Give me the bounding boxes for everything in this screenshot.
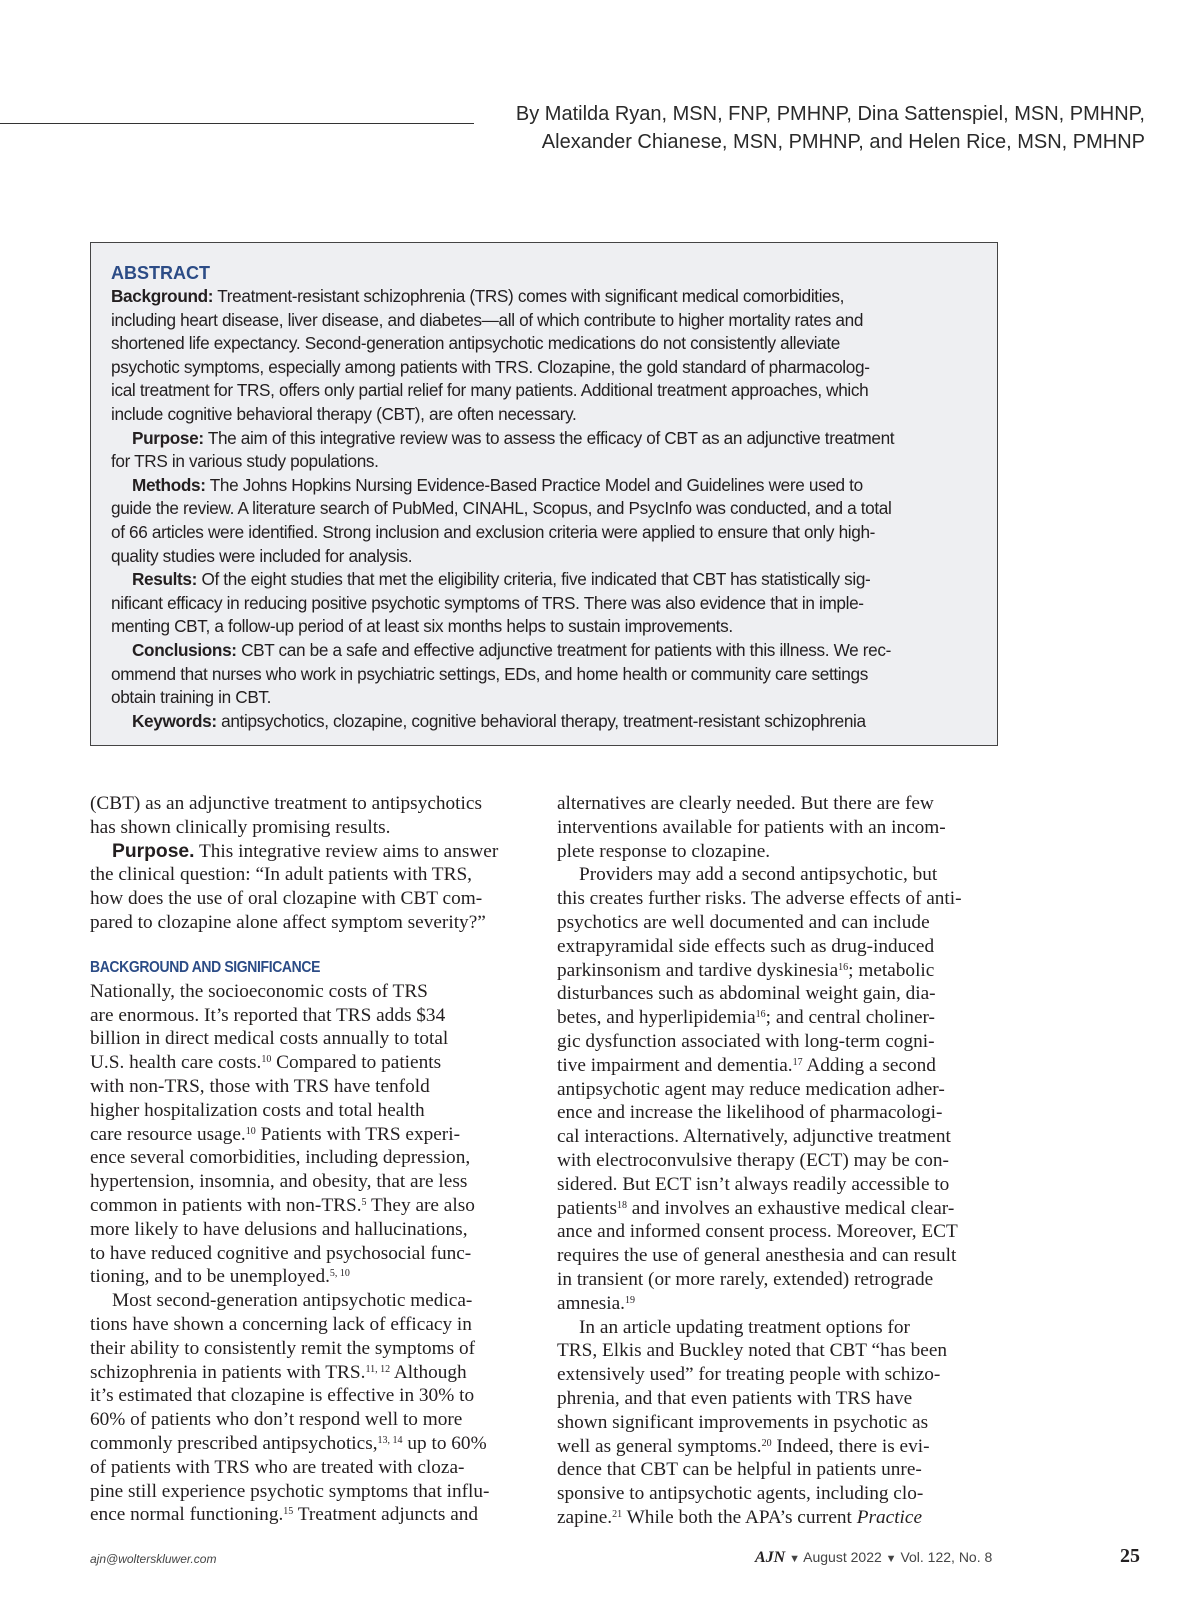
text-run: interventions available for patients with an incom- xyxy=(557,816,946,838)
text-line xyxy=(557,1363,1002,1387)
text-run: pine still experience psychotic symptoms that influ- xyxy=(90,1480,490,1502)
abstract-background-line xyxy=(111,356,975,380)
text-run: ence several comorbidities, including depression, xyxy=(90,1147,471,1169)
text-run: ence and increase the likelihood of pharmacologi- xyxy=(557,1102,943,1124)
text-line xyxy=(90,1242,535,1266)
text-line xyxy=(90,911,535,935)
text-run: patients xyxy=(557,1197,617,1219)
abstract-methods-line xyxy=(111,497,975,521)
text-line xyxy=(90,816,535,840)
citation-ref: 19 xyxy=(625,1294,635,1306)
text-run: 60% of patients who don’t respond well to more xyxy=(90,1409,463,1431)
text-run: (CBT) as an adjunctive treatment to antipsychotics xyxy=(90,793,482,814)
abstract-purpose-label: Purpose: xyxy=(132,427,204,448)
text-run: common in patients with non-TRS. xyxy=(90,1194,362,1216)
text-line xyxy=(90,1075,535,1099)
text-run: amnesia. xyxy=(557,1292,625,1314)
abstract-title: ABSTRACT xyxy=(111,263,210,283)
citation-ref: 5, 10 xyxy=(329,1268,350,1280)
text-line xyxy=(557,816,1002,840)
text-run: Patients with TRS experi- xyxy=(255,1123,460,1145)
text-run: their ability to consistently remit the symptoms of xyxy=(90,1337,476,1359)
text-run: are enormous. It’s reported that TRS adds $34 xyxy=(90,1004,446,1026)
citation-ref: 20 xyxy=(761,1437,772,1449)
abstract-background-line xyxy=(111,309,975,333)
byline-line-2: Alexander Chianese, MSN, PMHNP, and Helen Rice, MSN, PMHNP xyxy=(541,131,1145,153)
footer-email: ajn@wolterskluwer.com xyxy=(90,1552,217,1566)
text-run: sponsive to antipsychotic agents, including clo- xyxy=(557,1483,924,1505)
text-run: gic dysfunction associated with long-term cogni- xyxy=(557,1030,935,1052)
text-run: zapine. xyxy=(557,1506,613,1528)
text-line xyxy=(90,1408,535,1432)
text-line xyxy=(90,980,535,1004)
text-run: betes, and hyperlipidemia xyxy=(557,1007,756,1029)
text-run: in transient (or more rarely, extended) retrograde xyxy=(557,1268,934,1290)
text-run: ; metabolic xyxy=(848,959,935,981)
abstract-background-line xyxy=(111,379,975,403)
text-run: This integrative review aims to answer xyxy=(194,840,499,862)
page-number: 25 xyxy=(1120,1545,1140,1567)
text-line xyxy=(90,1384,535,1408)
abstract-purpose-line xyxy=(111,450,975,474)
text-run: schizophrenia in patients with TRS. xyxy=(90,1361,366,1383)
abstract-text: Of the eight studies that met the eligibility criteria, five indicated that CBT has statistically sig- xyxy=(197,569,871,590)
text-run: Nationally, the socioeconomic costs of TRS xyxy=(90,980,428,1002)
text-run: Treatment adjuncts and xyxy=(293,1504,479,1526)
text-run: ence normal functioning. xyxy=(90,1504,284,1526)
text-run: to have reduced cognitive and psychosocial func- xyxy=(90,1242,472,1264)
text-line xyxy=(557,1506,1002,1530)
text-run: In an article updating treatment options for xyxy=(579,1316,910,1338)
journal-name: AJN xyxy=(755,1549,786,1566)
citation-ref: 10 xyxy=(245,1125,256,1137)
text-line xyxy=(90,1004,535,1028)
text-run: up to 60% xyxy=(402,1432,487,1454)
text-run: plete response to clozapine. xyxy=(557,840,771,862)
text-run: shown significant improvements in psychotic as xyxy=(557,1411,929,1433)
text-line xyxy=(557,935,1002,959)
abstract-background-label: Background: xyxy=(111,286,214,306)
text-line xyxy=(557,1173,1002,1197)
citation-ref: 11, 12 xyxy=(365,1363,391,1375)
text-run: extrapyramidal side effects such as drug-induced xyxy=(557,935,935,957)
abstract-text: including heart disease, liver disease, and diabetes—all of which contribute to higher mortality rates and xyxy=(111,309,864,330)
abstract-box xyxy=(90,242,998,746)
text-run: While both the APA’s current xyxy=(622,1506,857,1528)
text-run: Although xyxy=(390,1361,467,1383)
abstract-text: quality studies were included for analysis. xyxy=(111,545,413,566)
citation-ref: 21 xyxy=(612,1508,623,1520)
text-line xyxy=(557,1149,1002,1173)
text-line xyxy=(90,1027,535,1051)
text-run: ance and informed consent process. Moreover, ECT xyxy=(557,1221,958,1243)
abstract-text: The aim of this integrative review was to assess the efficacy of CBT as an adjunctive treatment xyxy=(203,427,895,448)
citation-ref: 17 xyxy=(792,1056,803,1068)
abstract-text: guide the review. A literature search of PubMed, CINAHL, Scopus, and PsycInfo was conducted, and a total xyxy=(111,498,892,519)
text-line xyxy=(90,1361,535,1385)
citation-ref: 16 xyxy=(755,1009,766,1021)
text-run: and involves an exhaustive medical clear- xyxy=(626,1197,955,1219)
abstract-background-line xyxy=(111,285,975,309)
text-run: They are also xyxy=(366,1194,475,1216)
text-line xyxy=(557,1054,1002,1078)
text-line xyxy=(557,1078,1002,1102)
abstract-conclusions-line xyxy=(111,686,975,710)
abstract-results-line xyxy=(111,568,975,592)
abstract-text: include cognitive behavioral therapy (CBT), are often necessary. xyxy=(111,403,577,424)
right-column xyxy=(557,792,1002,1530)
text-line xyxy=(90,1146,535,1170)
text-line xyxy=(557,887,1002,911)
text-run: has shown clinically promising results. xyxy=(90,816,391,838)
abstract-keywords-label: Keywords: xyxy=(132,710,217,731)
triangle-icon: ▼ xyxy=(789,1553,801,1565)
text-run: care resource usage. xyxy=(90,1123,246,1145)
text-line xyxy=(90,840,535,864)
abstract-methods-label: Methods: xyxy=(132,474,206,495)
text-run: pared to clozapine alone affect symptom severity?” xyxy=(90,911,486,933)
abstract-text: CBT can be a safe and effective adjunctive treatment for patients with this illness. We rec- xyxy=(236,639,892,660)
text-run: U.S. health care costs. xyxy=(90,1052,262,1074)
text-line xyxy=(557,840,1002,864)
text-run: higher hospitalization costs and total health xyxy=(90,1099,425,1121)
abstract-conclusions-label: Conclusions: xyxy=(132,639,237,660)
citation-ref: 16 xyxy=(838,961,849,973)
text-run: the clinical question: “In adult patients with TRS, xyxy=(90,864,472,886)
left-column xyxy=(90,792,535,1527)
abstract-text: Treatment-resistant schizophrenia (TRS) comes with significant medical comorbidities, xyxy=(213,286,845,306)
text-run: hypertension, insomnia, and obesity, that are less xyxy=(90,1171,468,1193)
text-line xyxy=(557,1030,1002,1054)
text-run: billion in direct medical costs annually to total xyxy=(90,1028,449,1050)
abstract-background-line xyxy=(111,332,975,356)
abstract-methods-line xyxy=(111,521,975,545)
text-line xyxy=(90,792,535,816)
volume-issue: Vol. 122, No. 8 xyxy=(900,1549,993,1565)
text-line xyxy=(557,1244,1002,1268)
text-line xyxy=(557,1292,1002,1316)
abstract-text: for TRS in various study populations. xyxy=(111,451,379,472)
text-line xyxy=(90,1480,535,1504)
text-run: Adding a second xyxy=(802,1054,936,1076)
citation-ref: 13, 14 xyxy=(377,1434,403,1446)
text-line xyxy=(557,1220,1002,1244)
text-line xyxy=(557,1387,1002,1411)
abstract-results-label: Results: xyxy=(132,569,198,590)
text-line xyxy=(557,1458,1002,1482)
text-run: phrenia, and that even patients with TRS have xyxy=(557,1387,913,1409)
triangle-icon: ▼ xyxy=(885,1553,897,1565)
abstract-text: of 66 articles were identified. Strong inclusion and exclusion criteria were applied to ensure that only high- xyxy=(111,521,876,542)
text-line xyxy=(557,792,1002,816)
text-line xyxy=(90,887,535,911)
abstract-body xyxy=(111,285,975,733)
text-run: cal interactions. Alternatively, adjunctive treatment xyxy=(557,1126,951,1148)
text-line xyxy=(557,863,1002,887)
text-line xyxy=(557,1268,1002,1292)
text-line xyxy=(90,1337,535,1361)
purpose-run-in-heading: Purpose. xyxy=(112,840,195,862)
text-run: Indeed, there is evi- xyxy=(771,1435,930,1457)
citation-ref: 15 xyxy=(283,1506,294,1518)
citation-ref: 5 xyxy=(361,1196,367,1208)
text-run: ; and central choliner- xyxy=(765,1007,935,1029)
text-line xyxy=(557,1197,1002,1221)
abstract-methods-line xyxy=(111,545,975,569)
text-run: requires the use of general anesthesia and can result xyxy=(557,1245,957,1267)
text-line xyxy=(557,1482,1002,1506)
text-run: with electroconvulsive therapy (ECT) may be con- xyxy=(557,1149,949,1171)
citation-ref: 18 xyxy=(616,1199,627,1211)
italic-run: Practice xyxy=(856,1506,923,1528)
text-line xyxy=(90,1099,535,1123)
text-run: tioning, and to be unemployed. xyxy=(90,1266,330,1288)
citation-ref: 10 xyxy=(261,1054,272,1066)
text-line xyxy=(557,1435,1002,1459)
text-run: this creates further risks. The adverse effects of anti- xyxy=(557,888,962,910)
text-line xyxy=(90,1503,535,1527)
abstract-text: obtain training in CBT. xyxy=(111,687,272,708)
text-line xyxy=(90,1194,535,1218)
text-run: more likely to have delusions and hallucinations, xyxy=(90,1218,468,1240)
text-run: tive impairment and dementia. xyxy=(557,1054,793,1076)
text-line xyxy=(90,1051,535,1075)
abstract-purpose-line xyxy=(111,427,975,451)
text-line xyxy=(90,1265,535,1289)
text-run: sidered. But ECT isn’t always readily accessible to xyxy=(557,1173,950,1195)
text-run: tions have shown a concerning lack of efficacy in xyxy=(90,1313,472,1335)
author-byline xyxy=(480,100,1145,156)
abstract-keywords-line xyxy=(111,710,975,734)
abstract-text: menting CBT, a follow-up period of at least six months helps to sustain improvements. xyxy=(111,616,733,637)
text-line xyxy=(557,911,1002,935)
text-run: how does the use of oral clozapine with CBT com- xyxy=(90,888,483,910)
text-line xyxy=(90,1289,535,1313)
abstract-conclusions-line xyxy=(111,663,975,687)
text-run: Providers may add a second antipsychotic, but xyxy=(579,864,938,886)
text-line xyxy=(90,1218,535,1242)
abstract-text: nificant efficacy in reducing positive psychotic symptoms of TRS. There was also evidence that in imple- xyxy=(111,592,864,613)
text-run: commonly prescribed antipsychotics, xyxy=(90,1432,378,1454)
abstract-results-line xyxy=(111,615,975,639)
text-run: dence that CBT can be helpful in patients unre- xyxy=(557,1459,922,1481)
text-line xyxy=(90,1123,535,1147)
text-run: parkinsonism and tardive dyskinesia xyxy=(557,959,839,981)
issue-date: August 2022 xyxy=(803,1549,882,1565)
text-run: it’s estimated that clozapine is effective in 30% to xyxy=(90,1385,475,1407)
text-line xyxy=(557,1411,1002,1435)
abstract-results-line xyxy=(111,592,975,616)
text-line xyxy=(557,1339,1002,1363)
abstract-text: shortened life expectancy. Second-generation antipsychotic medications do not consistently alleviate xyxy=(111,333,841,354)
text-line xyxy=(557,1125,1002,1149)
text-line xyxy=(90,1456,535,1480)
text-run: antipsychotic agent may reduce medication adher- xyxy=(557,1078,945,1100)
abstract-text: ical treatment for TRS, offers only partial relief for many patients. Additional treatment approaches, which xyxy=(111,380,869,401)
byline-line-1: By Matilda Ryan, MSN, FNP, PMHNP, Dina Sattenspiel, MSN, PMHNP, xyxy=(515,103,1145,125)
text-run: of patients with TRS who are treated with cloza- xyxy=(90,1456,465,1478)
abstract-text: ommend that nurses who work in psychiatric settings, EDs, and home health or community care settings xyxy=(111,663,868,684)
text-line xyxy=(557,1006,1002,1030)
text-run: Compared to patients xyxy=(271,1052,442,1074)
text-run: extensively used” for treating people with schizo- xyxy=(557,1364,941,1386)
text-line xyxy=(557,959,1002,983)
text-run: disturbances such as abdominal weight gain, dia- xyxy=(557,983,936,1005)
header-rule xyxy=(0,123,474,124)
text-line xyxy=(557,1101,1002,1125)
text-run: Most second-generation antipsychotic medica- xyxy=(112,1290,473,1312)
footer-citation xyxy=(755,1549,992,1567)
text-run: well as general symptoms. xyxy=(557,1435,762,1457)
text-line xyxy=(557,982,1002,1006)
text-line xyxy=(90,1432,535,1456)
abstract-methods-line xyxy=(111,474,975,498)
abstract-text: psychotic symptoms, especially among patients with TRS. Clozapine, the gold standard of pharmacolog- xyxy=(111,356,870,377)
abstract-conclusions-line xyxy=(111,639,975,663)
text-run: alternatives are clearly needed. But there are few xyxy=(557,793,934,814)
text-run: psychotics are well documented and can include xyxy=(557,911,930,933)
abstract-background-line xyxy=(111,403,975,427)
abstract-keywords: antipsychotics, clozapine, cognitive behavioral therapy, treatment-resistant schizophrenia xyxy=(216,710,866,731)
text-run: with non-TRS, those with TRS have tenfold xyxy=(90,1075,430,1097)
text-line xyxy=(90,1170,535,1194)
abstract-text: The Johns Hopkins Nursing Evidence-Based Practice Model and Guidelines were used to xyxy=(205,474,863,495)
text-line xyxy=(557,1316,1002,1340)
section-heading: BACKGROUND AND SIGNIFICANCE xyxy=(90,958,321,976)
text-run: TRS, Elkis and Buckley noted that CBT “has been xyxy=(557,1340,948,1362)
text-line xyxy=(90,863,535,887)
text-line xyxy=(90,1313,535,1337)
